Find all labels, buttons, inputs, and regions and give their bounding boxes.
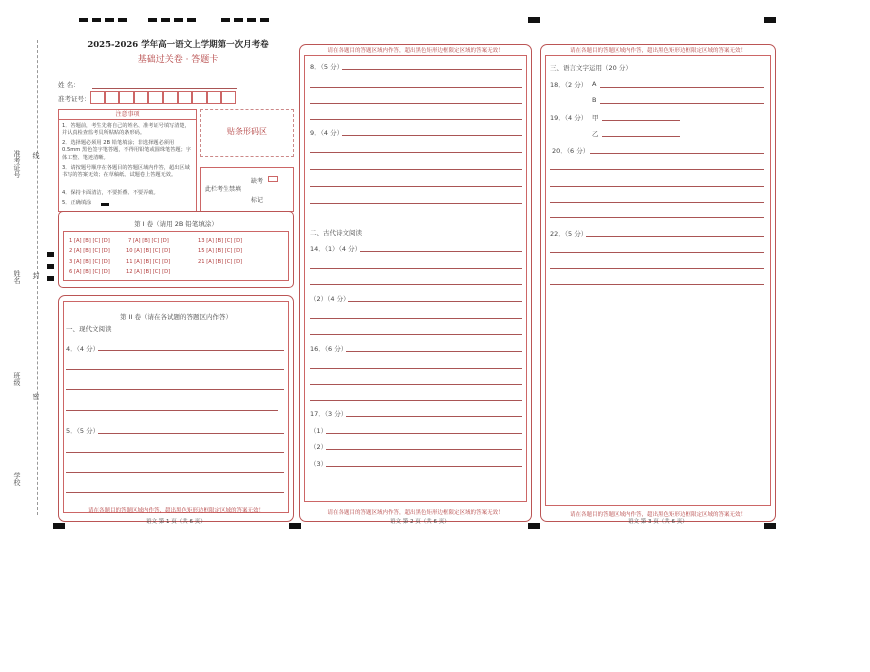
- corner-mark: [53, 523, 65, 529]
- binding-id-label: 准考证号: [13, 150, 21, 178]
- q14-label: 14．（1）（4 分）: [310, 245, 362, 253]
- answer-line[interactable]: [550, 186, 764, 187]
- answer-line[interactable]: [360, 251, 522, 252]
- answer-line[interactable]: [66, 369, 284, 370]
- answer-line[interactable]: [326, 449, 522, 450]
- timing-mark: [105, 18, 114, 22]
- answer-line[interactable]: [310, 400, 522, 401]
- answer-line[interactable]: [600, 103, 764, 104]
- section1-title: 第 I 卷（请用 2B 铅笔填涂）: [134, 220, 218, 228]
- answer-line[interactable]: [550, 202, 764, 203]
- footer-p3: 语文 第 3 页（共 6 页）: [628, 519, 688, 525]
- notice-item: 1．答题前，考生先将自己的姓名、准考证号填写清楚，并认真检查监考员所粘贴的条形码。: [62, 123, 190, 137]
- answer-line[interactable]: [310, 103, 522, 104]
- timing-mark: [79, 18, 88, 22]
- answer-line[interactable]: [310, 268, 522, 269]
- corner-mark: [764, 17, 776, 23]
- q9-label: 9．（4 分）: [310, 129, 344, 137]
- answer-line[interactable]: [310, 318, 522, 319]
- timing-mark: [161, 18, 170, 22]
- answer-line[interactable]: [98, 350, 284, 351]
- notice-item: 5．正确填涂: [62, 200, 92, 206]
- q18a-label: A: [592, 80, 597, 88]
- forbid-label: 此栏考生禁填: [205, 186, 242, 193]
- choice-item[interactable]: 12 [A] [B] [C] [D]: [126, 269, 171, 275]
- q17-label: 17．（3 分）: [310, 410, 348, 418]
- answer-line[interactable]: [310, 368, 522, 369]
- barcode-label: 贴条形码区: [227, 127, 267, 136]
- choice-item[interactable]: 15 [A] [B] [C] [D]: [198, 248, 243, 254]
- q18-label: 18．（2 分）: [550, 81, 588, 89]
- q18b-label: B: [592, 96, 597, 104]
- column2-inner: [304, 55, 527, 502]
- timing-mark: [92, 18, 101, 22]
- part3-title: 三、语言文字运用（20 分）: [550, 64, 632, 72]
- timing-mark: [234, 18, 243, 22]
- answer-line[interactable]: [66, 472, 284, 473]
- answer-line[interactable]: [550, 284, 764, 285]
- q14b-label: （2）（4 分）: [310, 295, 350, 303]
- answer-line[interactable]: [310, 87, 522, 88]
- side-mark: [47, 252, 54, 257]
- timing-mark: [174, 18, 183, 22]
- mark-label: 标记: [251, 197, 264, 204]
- fill-sample: [101, 203, 109, 206]
- name-label: 姓 名：: [58, 81, 80, 89]
- timing-mark: [187, 18, 196, 22]
- answer-line[interactable]: [326, 466, 522, 467]
- notice-box: [58, 109, 197, 212]
- choice-item[interactable]: 3 [A] [B] [C] [D]: [69, 259, 110, 265]
- binding-class-label: 班级: [13, 372, 21, 386]
- absent-checkbox[interactable]: [268, 176, 278, 182]
- q17-1-label: （1）: [310, 427, 328, 435]
- warning-text: 请在各题目的答题区域内作答，超出黑色矩形边框限定区域的答案无效！: [327, 510, 504, 516]
- answer-line[interactable]: [66, 389, 284, 390]
- corner-mark: [528, 17, 540, 23]
- answer-line[interactable]: [310, 384, 522, 385]
- footer-p2: 语文 第 2 页（共 6 页）: [390, 519, 450, 525]
- answer-line[interactable]: [310, 334, 522, 335]
- answer-line[interactable]: [346, 416, 522, 417]
- q20-label: 20．（6 分）: [552, 147, 590, 155]
- q17-3-label: （3）: [310, 460, 328, 468]
- column3-inner: [545, 55, 771, 506]
- q22-label: 22．（5 分）: [550, 230, 588, 238]
- choice-item[interactable]: 10 [A] [B] [C] [D]: [126, 248, 171, 254]
- notice-item: 4．保持卡面清洁，不要折叠、不要弄破。: [62, 190, 159, 196]
- binding-name-label: 姓名: [13, 270, 21, 284]
- answer-line[interactable]: [310, 169, 522, 170]
- footer-p1: 语文 第 1 页（共 6 页）: [146, 519, 206, 525]
- q8-label: 8．（5 分）: [310, 63, 344, 71]
- answer-line[interactable]: [346, 351, 522, 352]
- q19b-label: 乙: [592, 130, 599, 138]
- answer-line[interactable]: [98, 433, 284, 434]
- answer-line[interactable]: [550, 252, 764, 253]
- answer-line[interactable]: [310, 119, 522, 120]
- answer-line[interactable]: [602, 136, 680, 137]
- choice-item[interactable]: 2 [A] [B] [C] [D]: [69, 248, 110, 254]
- notice-item: 2．选择题必须用 2B 铅笔填涂；非选择题必须用 0.5mm 黑色签字笔答题，不得用铅笔或圆珠笔答题；字体工整、笔迹清晰。: [62, 140, 191, 161]
- timing-mark: [221, 18, 230, 22]
- answer-line[interactable]: [600, 87, 764, 88]
- binding-line-label: 线: [32, 152, 40, 159]
- part1-title: 一、现代文阅读: [66, 325, 112, 333]
- timing-mark: [148, 18, 157, 22]
- answer-line[interactable]: [66, 410, 278, 411]
- answer-line[interactable]: [342, 69, 522, 70]
- side-mark: [47, 276, 54, 281]
- warning-text: 请在各题目的答题区域内作答，超出黑色矩形边框限定区域的答案无效！: [569, 512, 746, 518]
- answer-line[interactable]: [310, 152, 522, 153]
- answer-line[interactable]: [310, 186, 522, 187]
- q17-2-label: （2）: [310, 443, 328, 451]
- section2-title: 第 II 卷（请在各试题的答题区内作答）: [120, 313, 232, 321]
- notice-item: 3．请按题号顺序在各题目的答题区域内作答，超出区域书写的答案无效；在草稿纸、试题卷上答题无效。: [62, 165, 190, 179]
- absent-label: 缺考: [251, 178, 264, 185]
- choice-item[interactable]: 6 [A] [B] [C] [D]: [69, 269, 110, 275]
- q5-label: 5．（5 分）: [66, 427, 100, 435]
- name-field[interactable]: [92, 88, 237, 89]
- choice-item[interactable]: 13 [A] [B] [C] [D]: [198, 238, 243, 244]
- answer-line[interactable]: [348, 301, 522, 302]
- id-boxes[interactable]: [90, 91, 236, 104]
- answer-line[interactable]: [550, 217, 764, 218]
- q19-label: 19．（4 分）: [550, 114, 588, 122]
- choice-item[interactable]: 7 [A] [B] [C] [D]: [128, 238, 169, 244]
- warning-text: 请在各题目的答题区域内作答，超出黑色矩形边框限定区域的答案无效！: [327, 48, 504, 54]
- binding-secret-label: 密: [32, 393, 40, 400]
- warning-text: 请在各题目的答题区域内作答，超出黑色矩形边框限定区域的答案无效！: [87, 508, 264, 514]
- q19a-label: 甲: [592, 114, 599, 122]
- answer-line[interactable]: [586, 236, 764, 237]
- side-mark: [47, 264, 54, 269]
- answer-line[interactable]: [550, 169, 764, 170]
- page-title: 2025-2026 学年高一语文上学期第一次月考卷: [87, 40, 269, 50]
- choice-item[interactable]: 11 [A] [B] [C] [D]: [126, 259, 171, 265]
- answer-line[interactable]: [326, 433, 522, 434]
- answer-line[interactable]: [66, 452, 284, 453]
- answer-line[interactable]: [602, 120, 680, 121]
- corner-mark: [289, 523, 301, 529]
- answer-line[interactable]: [310, 203, 522, 204]
- corner-mark: [764, 523, 776, 529]
- answer-line[interactable]: [66, 492, 284, 493]
- binding-seal-label: 封: [32, 272, 40, 279]
- answer-line[interactable]: [342, 135, 522, 136]
- timing-mark: [247, 18, 256, 22]
- notice-title: 注意事项: [59, 110, 196, 120]
- binding-school-label: 学校: [13, 472, 21, 486]
- q16-label: 16．（6 分）: [310, 345, 348, 353]
- choice-item[interactable]: 1 [A] [B] [C] [D]: [69, 238, 110, 244]
- timing-mark: [118, 18, 127, 22]
- page-subtitle: 基础过关卷 · 答题卡: [137, 55, 219, 65]
- part2-title: 二、古代诗文阅读: [310, 229, 362, 237]
- warning-text: 请在各题目的答题区域内作答，超出黑色矩形边框限定区域的答案无效！: [569, 48, 746, 54]
- choice-item[interactable]: 21 [A] [B] [C] [D]: [198, 259, 243, 265]
- corner-mark: [528, 523, 540, 529]
- q4-label: 4．（4 分）: [66, 345, 100, 353]
- answer-line[interactable]: [310, 284, 522, 285]
- answer-line[interactable]: [550, 268, 764, 269]
- answer-line[interactable]: [590, 153, 764, 154]
- timing-mark: [260, 18, 269, 22]
- id-label: 准考证号：: [58, 95, 91, 103]
